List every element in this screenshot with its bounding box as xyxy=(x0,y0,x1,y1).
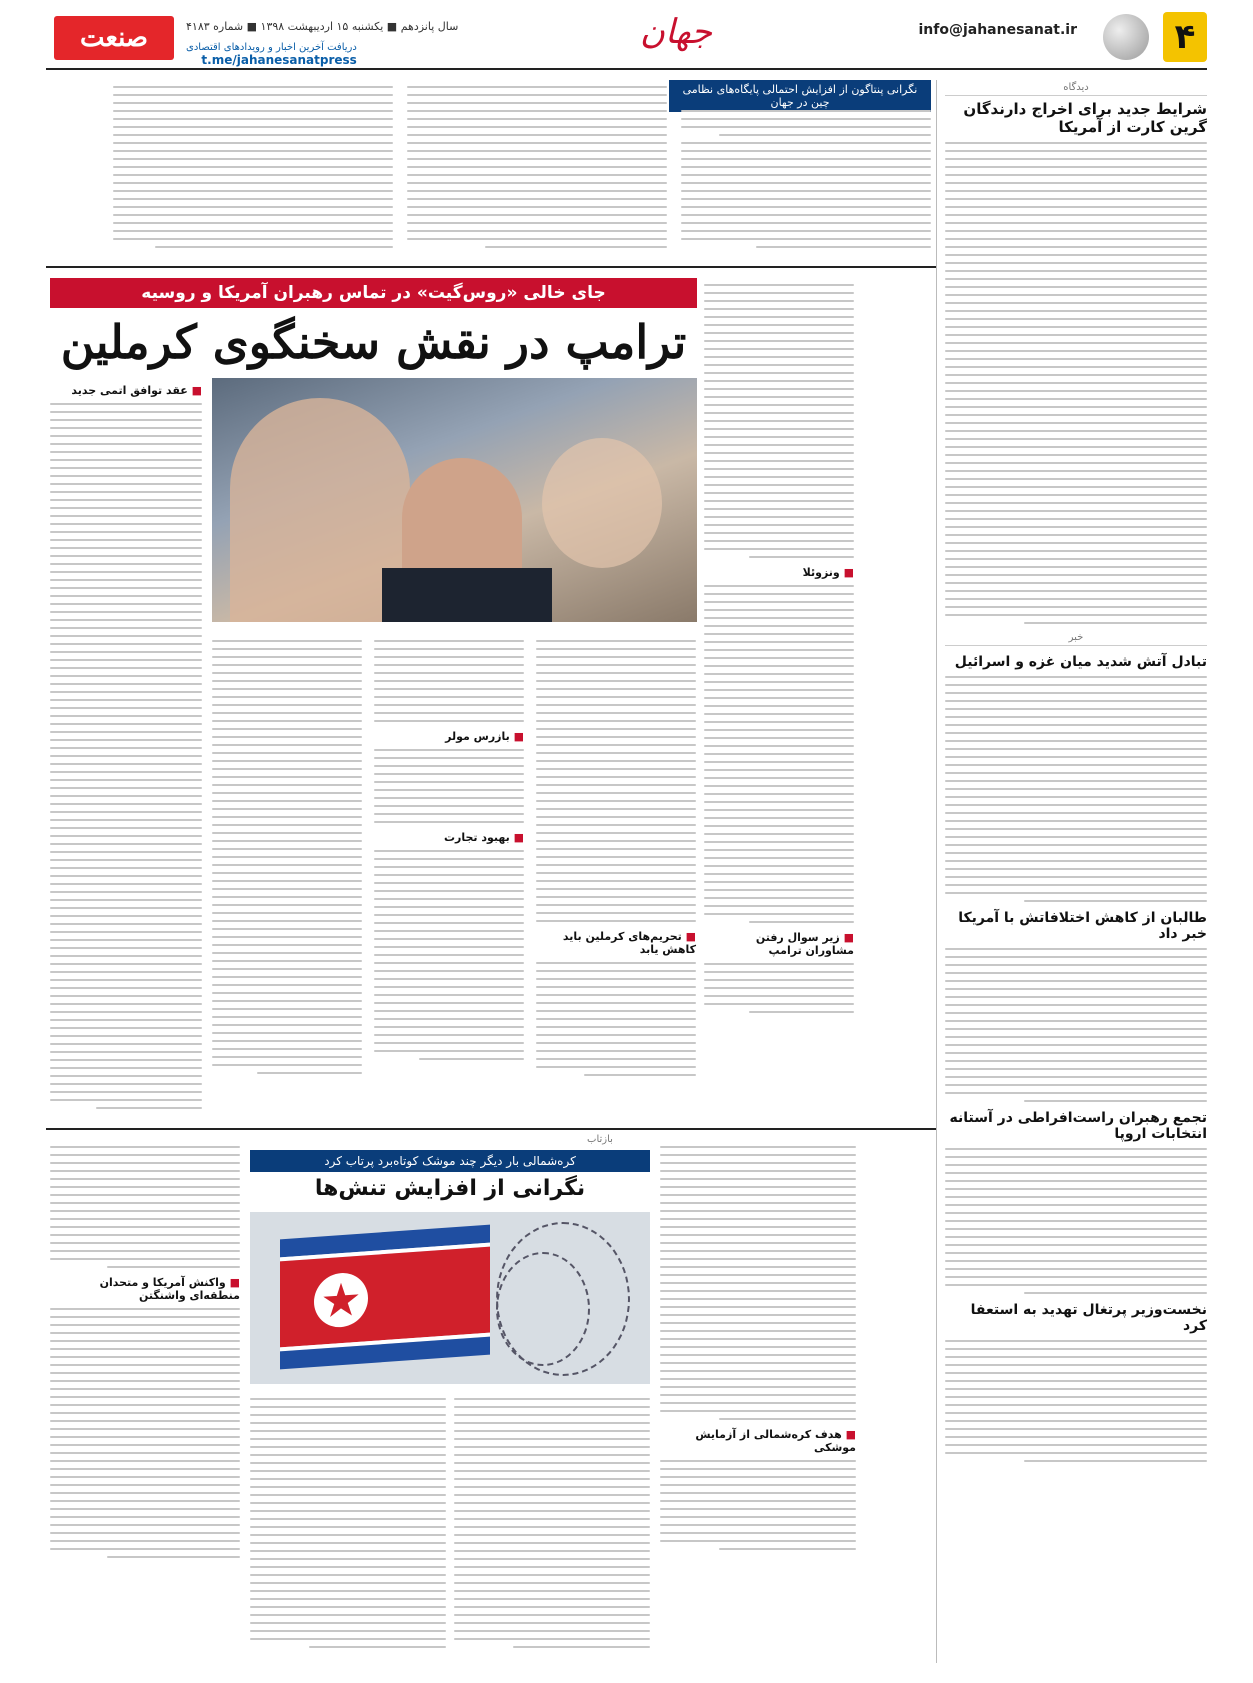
bottom-section-tag: بازتاب xyxy=(587,1134,613,1145)
story-column xyxy=(660,1140,856,1660)
telegram-block xyxy=(186,42,357,67)
top-strip-title: نگرانی پنتاگون از افزایش احتمالی پایگاه‌های نظامی چین در جهان xyxy=(669,80,931,112)
right-headline: نخست‌وزیر پرتغال تهدید به استعفا کرد xyxy=(970,1302,1207,1334)
subhead: ■ زیر سوال رفتن مشاوران ترامپ xyxy=(704,931,854,957)
main-photo xyxy=(212,378,697,622)
right-news-column xyxy=(936,80,1207,1663)
story-column xyxy=(536,634,696,1120)
bottom-headline: نگرانی از افزایش تنش‌ها xyxy=(314,1176,586,1201)
email-address[interactable]: info@jahanesanat.ir xyxy=(918,22,1077,38)
bottom-kicker-banner: کره‌شمالی بار دیگر چند موشک کوتاه‌برد پرتاب کرد xyxy=(250,1150,650,1172)
story-column xyxy=(374,634,524,1120)
newspaper-logo: صنعت xyxy=(54,16,174,60)
main-headline: ترامپ در نقش سخنگوی کرملین xyxy=(60,315,687,369)
issue-line: سال پانزدهم ■ یکشنبه ۱۵ اردیبهشت ۱۳۹۸ ■ شماره ۴۱۸۳ xyxy=(186,20,459,33)
story-column xyxy=(454,1392,650,1660)
subhead: ■ واکنش آمریکا و متحدان منطقه‌ای واشنگتن xyxy=(50,1276,240,1302)
page-number: ۴ xyxy=(1163,12,1207,62)
story-column xyxy=(212,634,362,1120)
subhead: ■ بهبود تجارت xyxy=(374,831,524,844)
top-strip-article xyxy=(46,80,937,268)
story-column xyxy=(50,1140,240,1660)
flag-graphic: ★ xyxy=(280,1225,490,1370)
subhead: ■ عقد توافق اتمی جدید xyxy=(50,384,202,397)
telegram-note: دریافت آخرین اخبار و رویدادهای اقتصادی xyxy=(186,42,357,53)
subhead: ■ بازرس مولر xyxy=(374,730,524,743)
globe-icon xyxy=(1103,14,1149,60)
section-divider xyxy=(46,1128,937,1130)
text-block xyxy=(113,80,393,236)
subhead: ■ تحریم‌های کرملین باید کاهش یابد xyxy=(536,930,696,956)
page-header xyxy=(46,8,1207,70)
main-kicker-banner: جای خالی «روس‌گیت» در تماس رهبران آمریکا و روسیه xyxy=(50,278,697,308)
subhead: ■ هدف کره‌شمالی از آزمایش موشکی xyxy=(660,1428,856,1454)
subhead: ■ ونزوئلا xyxy=(704,566,854,579)
right-section-label: دیدگاه xyxy=(945,82,1207,96)
telegram-link[interactable]: t.me/jahanesanatpress xyxy=(201,53,357,67)
right-section-label: خبر xyxy=(945,632,1207,646)
right-headline: تجمع رهبران راست‌افراطی در آستانه انتخابات اروپا xyxy=(949,1110,1207,1142)
story-column xyxy=(250,1392,446,1660)
text-block xyxy=(681,104,931,260)
right-headline: تبادل آتش شدید میان غزه و اسرائیل xyxy=(954,654,1207,670)
section-title: جهان xyxy=(639,12,713,52)
story-column xyxy=(50,378,202,1120)
right-headline: شرایط جدید برای اخراج دارندگان گرین کارت از آمریکا xyxy=(963,100,1207,136)
story-column xyxy=(704,278,854,1120)
north-korea-flag-photo xyxy=(250,1212,650,1384)
right-headline: طالبان از کاهش اختلافاتش با آمریکا خبر داد xyxy=(958,910,1207,942)
text-block xyxy=(407,80,667,236)
